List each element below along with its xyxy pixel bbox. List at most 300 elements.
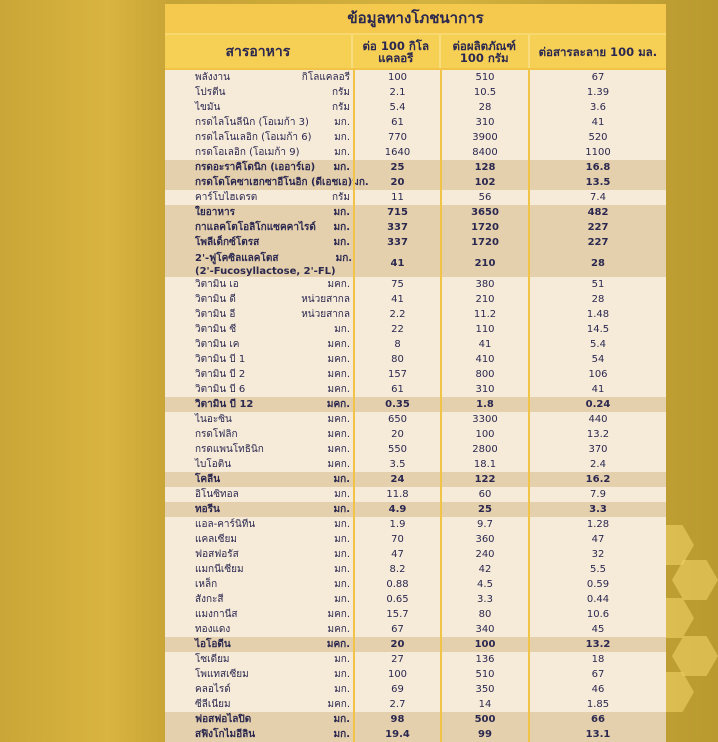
nutrient-name xyxy=(195,607,238,622)
value-cell: 500 xyxy=(440,712,528,727)
value-cell: 800 xyxy=(440,367,528,382)
table-row xyxy=(165,220,666,235)
value-cell: 1720 xyxy=(440,220,528,235)
value-cell: 60 xyxy=(440,487,528,502)
nutrient-name-line: ไอโอดีน xyxy=(195,639,231,650)
nutrient-cell xyxy=(165,307,353,322)
value-cell: 54 xyxy=(528,352,666,367)
nutrient-cell xyxy=(165,577,353,592)
value-cell: 1640 xyxy=(353,145,440,160)
unit: มก. xyxy=(333,729,350,740)
nutrient-name-line: วิตามิน เอ xyxy=(195,279,239,290)
nutrient-name xyxy=(195,85,225,100)
nutrient-cell xyxy=(165,322,353,337)
value-cell: 100 xyxy=(440,637,528,652)
nutrient-name xyxy=(195,427,238,442)
value-cell: 550 xyxy=(353,442,440,457)
value-cell: 8 xyxy=(353,337,440,352)
unit: มก. xyxy=(334,324,350,335)
table-row xyxy=(165,727,666,742)
table-row xyxy=(165,712,666,727)
nutrient-cell xyxy=(165,130,353,145)
value-cell: 8400 xyxy=(440,145,528,160)
table-row xyxy=(165,205,666,220)
value-cell: 0.59 xyxy=(528,577,666,592)
value-cell: 482 xyxy=(528,205,666,220)
nutrient-name-line: แมงกานีส xyxy=(195,609,238,620)
nutrient-name-line: ซีลีเนียม xyxy=(195,699,231,710)
table-row xyxy=(165,190,666,205)
nutrient-name xyxy=(195,190,257,205)
table-row xyxy=(165,130,666,145)
value-cell: 25 xyxy=(353,160,440,175)
unit: มก. xyxy=(333,207,350,218)
unit: หน่วยสากล xyxy=(301,294,350,305)
value-cell: 410 xyxy=(440,352,528,367)
nutrient-name-line: กรดโฟลิก xyxy=(195,429,238,440)
nutrient-name-line: กรดไลโนเลอิก (โอเมก้า 6) xyxy=(195,132,312,143)
nutrient-name-line: อิโนซิทอล xyxy=(195,489,239,500)
table-row xyxy=(165,637,666,652)
nutrient-name xyxy=(195,352,245,367)
table-row xyxy=(165,622,666,637)
value-cell: 98 xyxy=(353,712,440,727)
value-cell: 5.4 xyxy=(353,100,440,115)
unit: มคก. xyxy=(327,609,350,620)
value-cell: 20 xyxy=(353,637,440,652)
value-cell: 360 xyxy=(440,532,528,547)
value-cell: 7.4 xyxy=(528,190,666,205)
nutrient-cell xyxy=(165,175,369,190)
unit: มคก. xyxy=(327,384,350,395)
value-cell: 10.5 xyxy=(440,85,528,100)
nutrient-name xyxy=(195,667,249,682)
nutrient-name xyxy=(195,145,299,160)
value-cell: 2.2 xyxy=(353,307,440,322)
value-cell: 100 xyxy=(353,70,440,85)
value-cell: 51 xyxy=(528,277,666,292)
value-cell: 5.5 xyxy=(528,562,666,577)
table-row xyxy=(165,85,666,100)
table-title: ข้อมูลทางโภชนาการ xyxy=(165,4,666,35)
unit: มก. xyxy=(334,132,350,143)
nutrient-name xyxy=(195,412,232,427)
value-cell: 61 xyxy=(353,115,440,130)
value-cell: 8.2 xyxy=(353,562,440,577)
nutrient-name xyxy=(195,697,231,712)
nutrient-name-line: แคลเซียม xyxy=(195,534,237,545)
value-cell: 350 xyxy=(440,682,528,697)
value-cell: 11.8 xyxy=(353,487,440,502)
unit: มคก. xyxy=(327,279,350,290)
nutrient-name-line: กรดโดโคซาเฮกซาอีโนอิก (ดีเอชเอ) xyxy=(195,177,353,188)
unit: มก. xyxy=(334,519,350,530)
unit: มก. xyxy=(334,489,350,500)
value-cell: 0.88 xyxy=(353,577,440,592)
unit: มก. xyxy=(334,564,350,575)
table-row xyxy=(165,562,666,577)
value-cell: 18 xyxy=(528,652,666,667)
nutrient-cell xyxy=(165,457,353,472)
value-cell: 128 xyxy=(440,160,528,175)
unit: กรัม xyxy=(331,192,350,203)
nutrient-name xyxy=(195,502,220,517)
nutrient-cell xyxy=(165,682,353,697)
value-cell: 19.4 xyxy=(353,727,440,742)
hexagon-decoration xyxy=(672,636,718,676)
nutrient-cell xyxy=(165,667,353,682)
table-row xyxy=(165,667,666,682)
unit: มก. xyxy=(334,117,350,128)
value-cell: 10.6 xyxy=(528,607,666,622)
nutrient-name-line: กรดไลโนลีนิก (โอเมก้า 3) xyxy=(195,117,309,128)
table-row xyxy=(165,100,666,115)
nutrient-cell xyxy=(165,427,353,442)
unit: มก. xyxy=(334,147,350,158)
value-cell: 16.8 xyxy=(528,160,666,175)
value-cell: 650 xyxy=(353,412,440,427)
nutrient-name xyxy=(195,457,231,472)
unit: มก. xyxy=(333,504,350,515)
value-cell: 1.39 xyxy=(528,85,666,100)
nutrient-name xyxy=(195,292,236,307)
unit: มก. xyxy=(334,654,350,665)
table-row xyxy=(165,250,666,277)
table-row xyxy=(165,502,666,517)
nutrient-cell xyxy=(165,622,353,637)
value-cell: 14.5 xyxy=(528,322,666,337)
value-cell: 56 xyxy=(440,190,528,205)
value-cell: 337 xyxy=(353,235,440,250)
nutrient-name-line: คลอไรด์ xyxy=(195,684,231,695)
value-cell: 27 xyxy=(353,652,440,667)
value-cell: 0.35 xyxy=(353,397,440,412)
nutrient-name xyxy=(195,115,309,130)
value-cell: 24 xyxy=(353,472,440,487)
nutrient-cell xyxy=(165,712,353,727)
nutrient-name-line: พลังงาน xyxy=(195,72,230,83)
value-cell: 1.9 xyxy=(353,517,440,532)
value-cell: 340 xyxy=(440,622,528,637)
nutrient-cell xyxy=(165,250,353,277)
value-cell: 20 xyxy=(353,175,440,190)
nutrient-name xyxy=(195,367,245,382)
unit: มก. xyxy=(352,177,369,188)
value-cell: 25 xyxy=(440,502,528,517)
table-row xyxy=(165,517,666,532)
nutrient-name-line: เหล็ก xyxy=(195,579,218,590)
table-row xyxy=(165,427,666,442)
nutrient-cell xyxy=(165,652,353,667)
nutrient-name-line: โพแทสเซียม xyxy=(195,669,249,680)
nutrient-name xyxy=(195,130,311,145)
value-cell: 11.2 xyxy=(440,307,528,322)
value-cell: 67 xyxy=(353,622,440,637)
value-cell: 770 xyxy=(353,130,440,145)
table-row xyxy=(165,115,666,130)
value-cell: 45 xyxy=(528,622,666,637)
nutrient-name xyxy=(195,547,239,562)
unit: มก. xyxy=(333,222,350,233)
value-cell: 1.85 xyxy=(528,697,666,712)
unit: มก. xyxy=(333,237,350,248)
nutrient-name-line: วิตามิน ซี xyxy=(195,324,237,335)
value-cell: 106 xyxy=(528,367,666,382)
unit: กรัม xyxy=(331,87,350,98)
table-row xyxy=(165,472,666,487)
nutrient-cell xyxy=(165,235,353,250)
unit: มคก. xyxy=(327,339,350,350)
value-cell: 227 xyxy=(528,235,666,250)
nutrient-name-line: โปรตีน xyxy=(195,87,226,98)
value-cell: 9.7 xyxy=(440,517,528,532)
unit: มก. xyxy=(334,579,350,590)
nutrient-cell xyxy=(165,607,353,622)
unit: มคก. xyxy=(327,624,350,635)
nutrient-name xyxy=(195,562,244,577)
value-cell: 210 xyxy=(440,292,528,307)
nutrient-cell xyxy=(165,727,353,742)
value-cell: 28 xyxy=(440,100,528,115)
unit: มก. xyxy=(334,669,350,680)
value-cell: 20 xyxy=(353,427,440,442)
table-row xyxy=(165,532,666,547)
nutrient-cell xyxy=(165,502,353,517)
value-cell: 47 xyxy=(528,532,666,547)
value-cell: 13.1 xyxy=(528,727,666,742)
nutrient-name xyxy=(195,397,253,412)
nutrient-name-line: ไบโอติน xyxy=(195,459,232,470)
table-row xyxy=(165,307,666,322)
value-cell: 4.5 xyxy=(440,577,528,592)
unit: มก. xyxy=(333,474,350,485)
nutrient-name xyxy=(195,251,336,277)
nutrient-name xyxy=(195,712,251,727)
value-cell: 47 xyxy=(353,547,440,562)
nutrient-name xyxy=(195,652,230,667)
value-cell: 380 xyxy=(440,277,528,292)
unit: กรัม xyxy=(331,102,350,113)
value-cell: 240 xyxy=(440,547,528,562)
nutrient-cell xyxy=(165,367,353,382)
nutrient-name xyxy=(195,307,235,322)
nutrient-name-line: กาแลคโตโอลิโกแซคคาไรด์ xyxy=(195,222,316,233)
value-cell: 3900 xyxy=(440,130,528,145)
nutrient-name xyxy=(195,337,239,352)
value-cell: 310 xyxy=(440,382,528,397)
unit: มคก. xyxy=(327,699,350,710)
nutrient-cell xyxy=(165,292,353,307)
nutrient-cell xyxy=(165,145,353,160)
nutrient-name xyxy=(195,487,239,502)
nutrient-name xyxy=(195,592,224,607)
nutrient-cell xyxy=(165,160,353,175)
value-cell: 67 xyxy=(528,667,666,682)
nutrient-name-line: วิตามิน บี 1 xyxy=(195,354,246,365)
nutrient-name-line: วิตามิน อี xyxy=(195,309,236,320)
value-cell: 227 xyxy=(528,220,666,235)
table-row xyxy=(165,547,666,562)
unit: มคก. xyxy=(327,444,350,455)
nutrition-table xyxy=(165,4,666,740)
value-cell: 11 xyxy=(353,190,440,205)
nutrient-name xyxy=(195,382,245,397)
value-cell: 28 xyxy=(528,250,666,277)
value-cell: 102 xyxy=(440,175,528,190)
unit: มคก. xyxy=(327,429,350,440)
nutrient-name xyxy=(195,322,236,337)
nutrient-name-line: วิตามิน บี 12 xyxy=(195,399,254,410)
nutrient-name xyxy=(195,175,352,190)
table-row xyxy=(165,235,666,250)
nutrient-cell xyxy=(165,277,353,292)
value-cell: 41 xyxy=(528,115,666,130)
value-cell: 310 xyxy=(440,115,528,130)
unit: กิโลแคลอรี xyxy=(301,72,350,83)
nutrient-cell xyxy=(165,205,353,220)
nutrient-name-line: กรดแพนโทธินิก xyxy=(195,444,264,455)
value-cell: 46 xyxy=(528,682,666,697)
value-cell: 110 xyxy=(440,322,528,337)
table-row xyxy=(165,397,666,412)
value-cell: 13.2 xyxy=(528,427,666,442)
value-cell: 1.8 xyxy=(440,397,528,412)
value-cell: 3650 xyxy=(440,205,528,220)
nutrient-name xyxy=(195,637,231,652)
header-per-100g: ต่อผลิตภัณฑ์ 100 กรัม xyxy=(439,35,528,68)
header-per-100ml: ต่อสารละลาย 100 มล. xyxy=(528,35,666,68)
value-cell: 67 xyxy=(528,70,666,85)
value-cell: 22 xyxy=(353,322,440,337)
value-cell: 13.5 xyxy=(528,175,666,190)
nutrient-name-line: (2'-Fucosyllactose, 2'-FL) xyxy=(195,266,336,277)
nutrient-name xyxy=(195,517,255,532)
nutrient-name-line: โซเดียม xyxy=(195,654,230,665)
unit: มก. xyxy=(334,549,350,560)
nutrient-name-line: แมกนีเซียม xyxy=(195,564,244,575)
unit: มก. xyxy=(333,162,350,173)
value-cell: 510 xyxy=(440,667,528,682)
value-cell: 41 xyxy=(440,337,528,352)
nutrient-name xyxy=(195,160,315,175)
nutrient-cell xyxy=(165,190,353,205)
value-cell: 337 xyxy=(353,220,440,235)
value-cell: 15.7 xyxy=(353,607,440,622)
table-row xyxy=(165,412,666,427)
table-row xyxy=(165,322,666,337)
value-cell: 2.1 xyxy=(353,85,440,100)
value-cell: 1.28 xyxy=(528,517,666,532)
nutrient-name xyxy=(195,442,264,457)
value-cell: 69 xyxy=(353,682,440,697)
value-cell: 3.6 xyxy=(528,100,666,115)
nutrient-cell xyxy=(165,100,353,115)
value-cell: 41 xyxy=(353,292,440,307)
nutrient-name-line: วิตามิน บี 2 xyxy=(195,369,246,380)
nutrient-name-line: ทอรีน xyxy=(195,504,220,515)
table-row xyxy=(165,442,666,457)
nutrient-cell xyxy=(165,637,353,652)
value-cell: 440 xyxy=(528,412,666,427)
table-row xyxy=(165,457,666,472)
nutrient-cell xyxy=(165,115,353,130)
nutrient-name-line: วิตามิน บี 6 xyxy=(195,384,246,395)
table-row xyxy=(165,352,666,367)
value-cell: 2.7 xyxy=(353,697,440,712)
value-cell: 41 xyxy=(353,250,440,277)
value-cell: 0.65 xyxy=(353,592,440,607)
table-row xyxy=(165,70,666,85)
nutrient-name xyxy=(195,235,259,250)
value-cell: 2800 xyxy=(440,442,528,457)
value-cell: 80 xyxy=(440,607,528,622)
nutrient-name-line: ใยอาหาร xyxy=(195,207,235,218)
nutrient-name xyxy=(195,472,220,487)
nutrient-name xyxy=(195,532,237,547)
nutrient-cell xyxy=(165,442,353,457)
nutrient-name-line: ไนอะซิน xyxy=(195,414,232,425)
table-row xyxy=(165,160,666,175)
value-cell: 136 xyxy=(440,652,528,667)
nutrient-cell xyxy=(165,397,353,412)
unit: มคก. xyxy=(327,414,350,425)
unit: มก. xyxy=(334,684,350,695)
header-per-100kcal: ต่อ 100 กิโลแคลอรี xyxy=(351,35,439,68)
nutrient-cell xyxy=(165,547,353,562)
nutrient-cell xyxy=(165,412,353,427)
value-cell: 210 xyxy=(440,250,528,277)
nutrient-name-line: วิตามิน เค xyxy=(195,339,240,350)
value-cell: 715 xyxy=(353,205,440,220)
nutrient-name-line: 2'-ฟูโคซิลแลคโตส xyxy=(195,253,279,264)
table-row xyxy=(165,337,666,352)
unit: หน่วยสากล xyxy=(301,309,350,320)
table-row xyxy=(165,487,666,502)
nutrient-name-line: สฟิงโกไมอีลิน xyxy=(195,729,256,740)
value-cell: 510 xyxy=(440,70,528,85)
table-body xyxy=(165,70,666,740)
nutrient-name xyxy=(195,682,231,697)
value-cell: 14 xyxy=(440,697,528,712)
table-row xyxy=(165,277,666,292)
value-cell: 99 xyxy=(440,727,528,742)
nutrient-name xyxy=(195,727,255,742)
unit: มก. xyxy=(335,253,353,264)
value-cell: 157 xyxy=(353,367,440,382)
value-cell: 18.1 xyxy=(440,457,528,472)
value-cell: 42 xyxy=(440,562,528,577)
unit: มก. xyxy=(334,534,350,545)
value-cell: 1.48 xyxy=(528,307,666,322)
value-cell: 1100 xyxy=(528,145,666,160)
nutrient-cell xyxy=(165,487,353,502)
value-cell: 75 xyxy=(353,277,440,292)
value-cell: 0.24 xyxy=(528,397,666,412)
nutrient-name-line: แอล-คาร์นิทีน xyxy=(195,519,256,530)
value-cell: 2.4 xyxy=(528,457,666,472)
unit: มคก. xyxy=(327,459,350,470)
nutrient-cell xyxy=(165,382,353,397)
nutrient-cell xyxy=(165,352,353,367)
value-cell: 13.2 xyxy=(528,637,666,652)
table-row xyxy=(165,382,666,397)
nutrient-cell xyxy=(165,337,353,352)
value-cell: 66 xyxy=(528,712,666,727)
table-row xyxy=(165,592,666,607)
nutrient-name-line: ไขมัน xyxy=(195,102,221,113)
value-cell: 16.2 xyxy=(528,472,666,487)
value-cell: 5.4 xyxy=(528,337,666,352)
